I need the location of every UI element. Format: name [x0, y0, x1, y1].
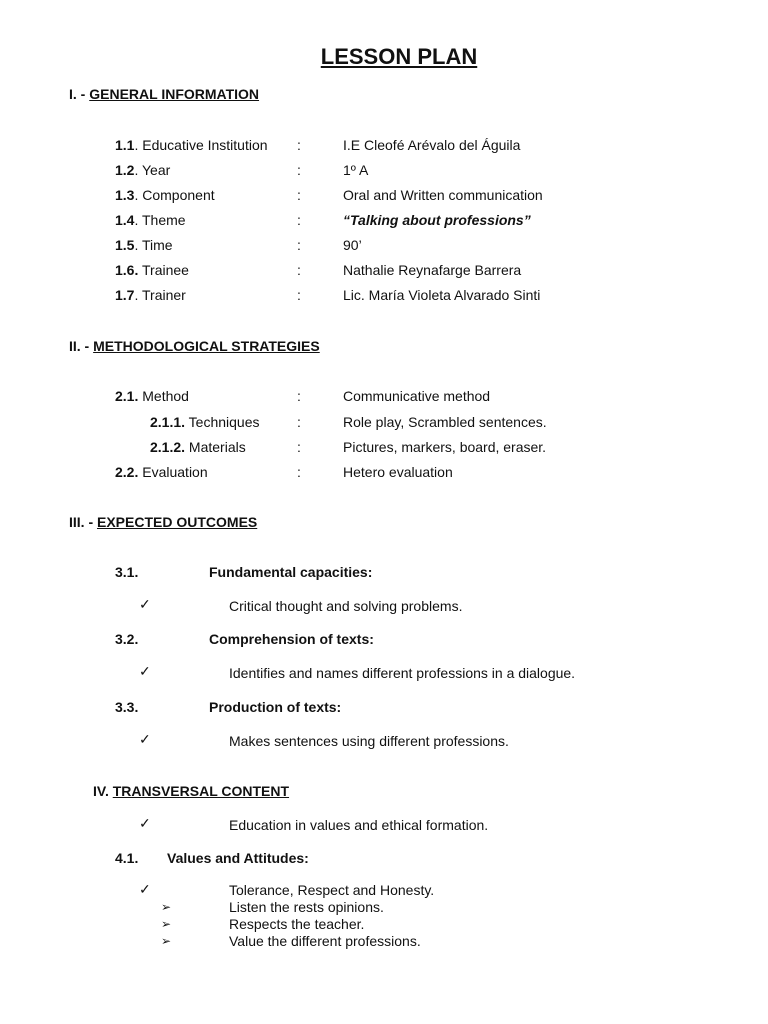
values-bullet: Respects the teacher.	[229, 916, 365, 932]
values-item: Tolerance, Respect and Honesty.	[229, 882, 435, 898]
info-row-label: 1.7. Trainer	[115, 287, 186, 303]
outcome-item: Makes sentences using different professions.	[229, 733, 509, 749]
info-row-label: 1.5. Time	[115, 237, 173, 253]
outcome-item: Critical thought and solving problems.	[229, 598, 463, 614]
section-1-heading	[69, 86, 259, 102]
info-row-colon: :	[297, 137, 301, 153]
info-row-colon: :	[297, 237, 301, 253]
info-row-value: I.E Cleofé Arévalo del Águila	[343, 137, 521, 153]
outcome-number: 3.3.	[115, 699, 139, 715]
info-row-value: Oral and Written communication	[343, 187, 543, 203]
values-heading: Values and Attitudes:	[167, 850, 309, 866]
strategy-row-label: 2.2. Evaluation	[115, 464, 208, 480]
section-1-prefix: I. -	[69, 86, 90, 102]
outcome-heading: Comprehension of texts:	[209, 631, 374, 647]
info-row-label: 1.3. Component	[115, 187, 215, 203]
values-bullet: Value the different professions.	[229, 933, 421, 949]
info-row-colon: :	[297, 212, 301, 228]
info-row-label: 1.2. Year	[115, 162, 171, 178]
info-row-value: Lic. María Violeta Alvarado Sinti	[343, 287, 541, 303]
theme-value: “Talking about professions”	[343, 212, 531, 228]
check-icon: ✓	[139, 881, 151, 897]
info-row-colon: :	[297, 162, 301, 178]
outcome-number: 3.1.	[115, 564, 139, 580]
strategy-row-label: 2.1. Method	[115, 388, 189, 404]
strategy-row-value: Hetero evaluation	[343, 464, 453, 480]
strategy-row-colon: :	[297, 388, 301, 404]
section-2-heading	[69, 338, 320, 354]
values-number: 4.1.	[115, 850, 139, 866]
strategy-row-label: 2.1.2. Materials	[150, 439, 246, 455]
info-row-colon: :	[297, 187, 301, 203]
arrow-bullet-icon: ➢	[161, 917, 172, 931]
arrow-bullet-icon: ➢	[161, 900, 172, 914]
strategy-row-value: Pictures, markers, board, eraser.	[343, 439, 547, 455]
section-2-prefix: II. -	[69, 338, 94, 354]
info-row-value: 90’	[343, 237, 362, 253]
section-1-title: GENERAL INFORMATION	[89, 86, 260, 102]
section-4-prefix: IV.	[93, 783, 113, 799]
strategy-row-colon: :	[297, 464, 301, 480]
info-row-label: 1.1. Educative Institution	[115, 137, 268, 153]
info-row-value: Nathalie Reynafarge Barrera	[343, 262, 522, 278]
outcome-heading: Production of texts:	[209, 699, 342, 715]
transversal-item: Education in values and ethical formation.	[229, 817, 489, 833]
strategy-row-label: 2.1.1. Techniques	[150, 414, 260, 430]
arrow-bullet-icon: ➢	[161, 934, 172, 948]
check-icon: ✓	[139, 663, 151, 679]
strategy-row-colon: :	[297, 414, 301, 430]
check-icon: ✓	[139, 815, 151, 831]
strategy-row-value: Role play, Scrambled sentences.	[343, 414, 547, 430]
section-3-heading	[69, 514, 257, 530]
section-3-prefix: III. -	[69, 514, 97, 530]
info-row-label: 1.4. Theme	[115, 212, 186, 228]
info-row-value: 1º A	[343, 162, 369, 178]
check-icon: ✓	[139, 596, 151, 612]
strategy-row-value: Communicative method	[343, 388, 491, 404]
info-row-colon: :	[297, 287, 301, 303]
strategy-row-colon: :	[297, 439, 301, 455]
info-row-colon: :	[297, 262, 301, 278]
outcome-number: 3.2.	[115, 631, 139, 647]
outcome-item: Identifies and names different professions in a dialogue.	[229, 665, 576, 681]
section-4-heading	[93, 783, 289, 799]
values-bullet: Listen the rests opinions.	[229, 899, 384, 915]
section-4-title: TRANSVERSAL CONTENT	[112, 783, 290, 799]
section-3-title: EXPECTED OUTCOMES	[97, 514, 258, 530]
outcome-heading: Fundamental capacities:	[209, 564, 373, 580]
section-2-title: METHODOLOGICAL STRATEGIES	[93, 338, 320, 354]
check-icon: ✓	[139, 731, 151, 747]
info-row-label: 1.6. Trainee	[115, 262, 189, 278]
page-title: LESSON PLAN	[320, 44, 478, 69]
